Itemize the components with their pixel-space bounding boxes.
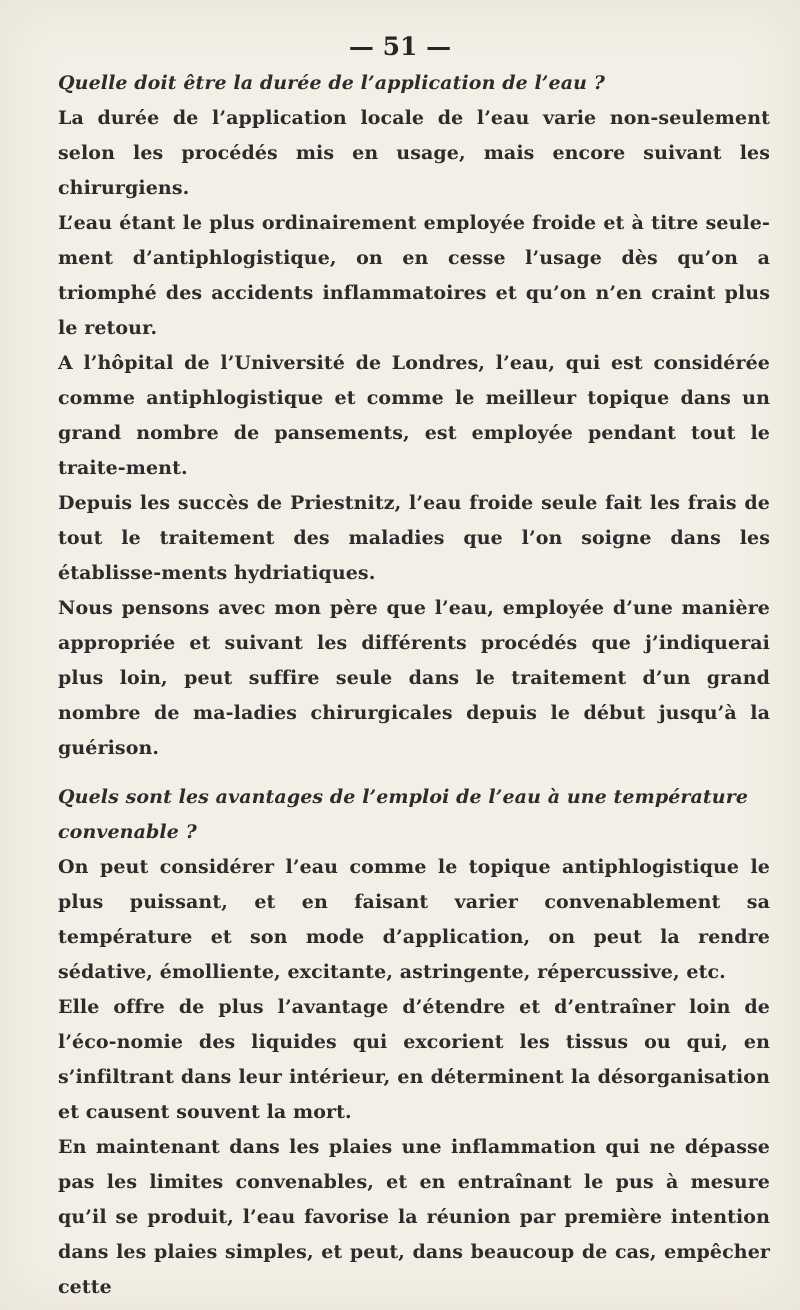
paragraph: A l’hôpital de l’Université de Londres, l’eau, qui est considérée comme antiphlogistique et comme le meilleur topique dans un grand nombre de pansements, est employée pendant tout le traite-ment. xyxy=(58,352,770,479)
paragraph: En maintenant dans les plaies une inflammation qui ne dépasse pas les limites convenables, et en entraînant le pus à mesure qu’il se produit, l’eau favorise la réunion par première intention dans les plaies simples, et peut, dans beaucoup de cas, empêcher cette xyxy=(58,1136,770,1298)
section-question-heading: Quels sont les avantages de l’emploi de l’eau à une température convenable ? xyxy=(58,786,749,843)
paragraph: Depuis les succès de Priestnitz, l’eau froide seule fait les frais de tout le traitement des maladies que l’on soigne dans les établisse-ments hydriatiques. xyxy=(58,492,770,584)
paragraph: Elle offre de plus l’avantage d’étendre et d’entraîner loin de l’éco-nomie des liquides qui excorient les tissus ou qui, en s’infiltrant dans leur intérieur, en déterminent la désorganisation et causent souvent la mort. xyxy=(58,996,770,1123)
paragraph: L’eau étant le plus ordinairement employée froide et à titre seule-ment d’antiphlogistique, on en cesse l’usage dès qu’on a triomphé des accidents inflammatoires et qu’on n’en craint plus le retour. xyxy=(58,212,770,339)
paragraph: La durée de l’application locale de l’eau varie non-seulement selon les procédés mis en usage, mais encore suivant les chirurgiens. xyxy=(58,107,770,199)
paragraph: Nous pensons avec mon père que l’eau, employée d’une manière appropriée et suivant les différents procédés que j’indiquerai plus loin, peut suffire seule dans le traitement d’un grand nombre de ma-ladies chirurgicales depuis le début jusqu’à la guérison. xyxy=(58,597,770,759)
page-number: — 51 — xyxy=(348,32,452,61)
page-body xyxy=(58,66,770,1305)
section-spacer xyxy=(58,766,770,780)
section-question-heading: Quelle doit être la durée de l’application de l’eau ? xyxy=(58,72,605,94)
paragraph: On peut considérer l’eau comme le topique antiphlogistique le plus puissant, et en faisant varier convenablement sa température et son mode d’application, on peut la rendre sédative, émolliente, excitante, astringente, répercussive, etc. xyxy=(58,856,770,983)
